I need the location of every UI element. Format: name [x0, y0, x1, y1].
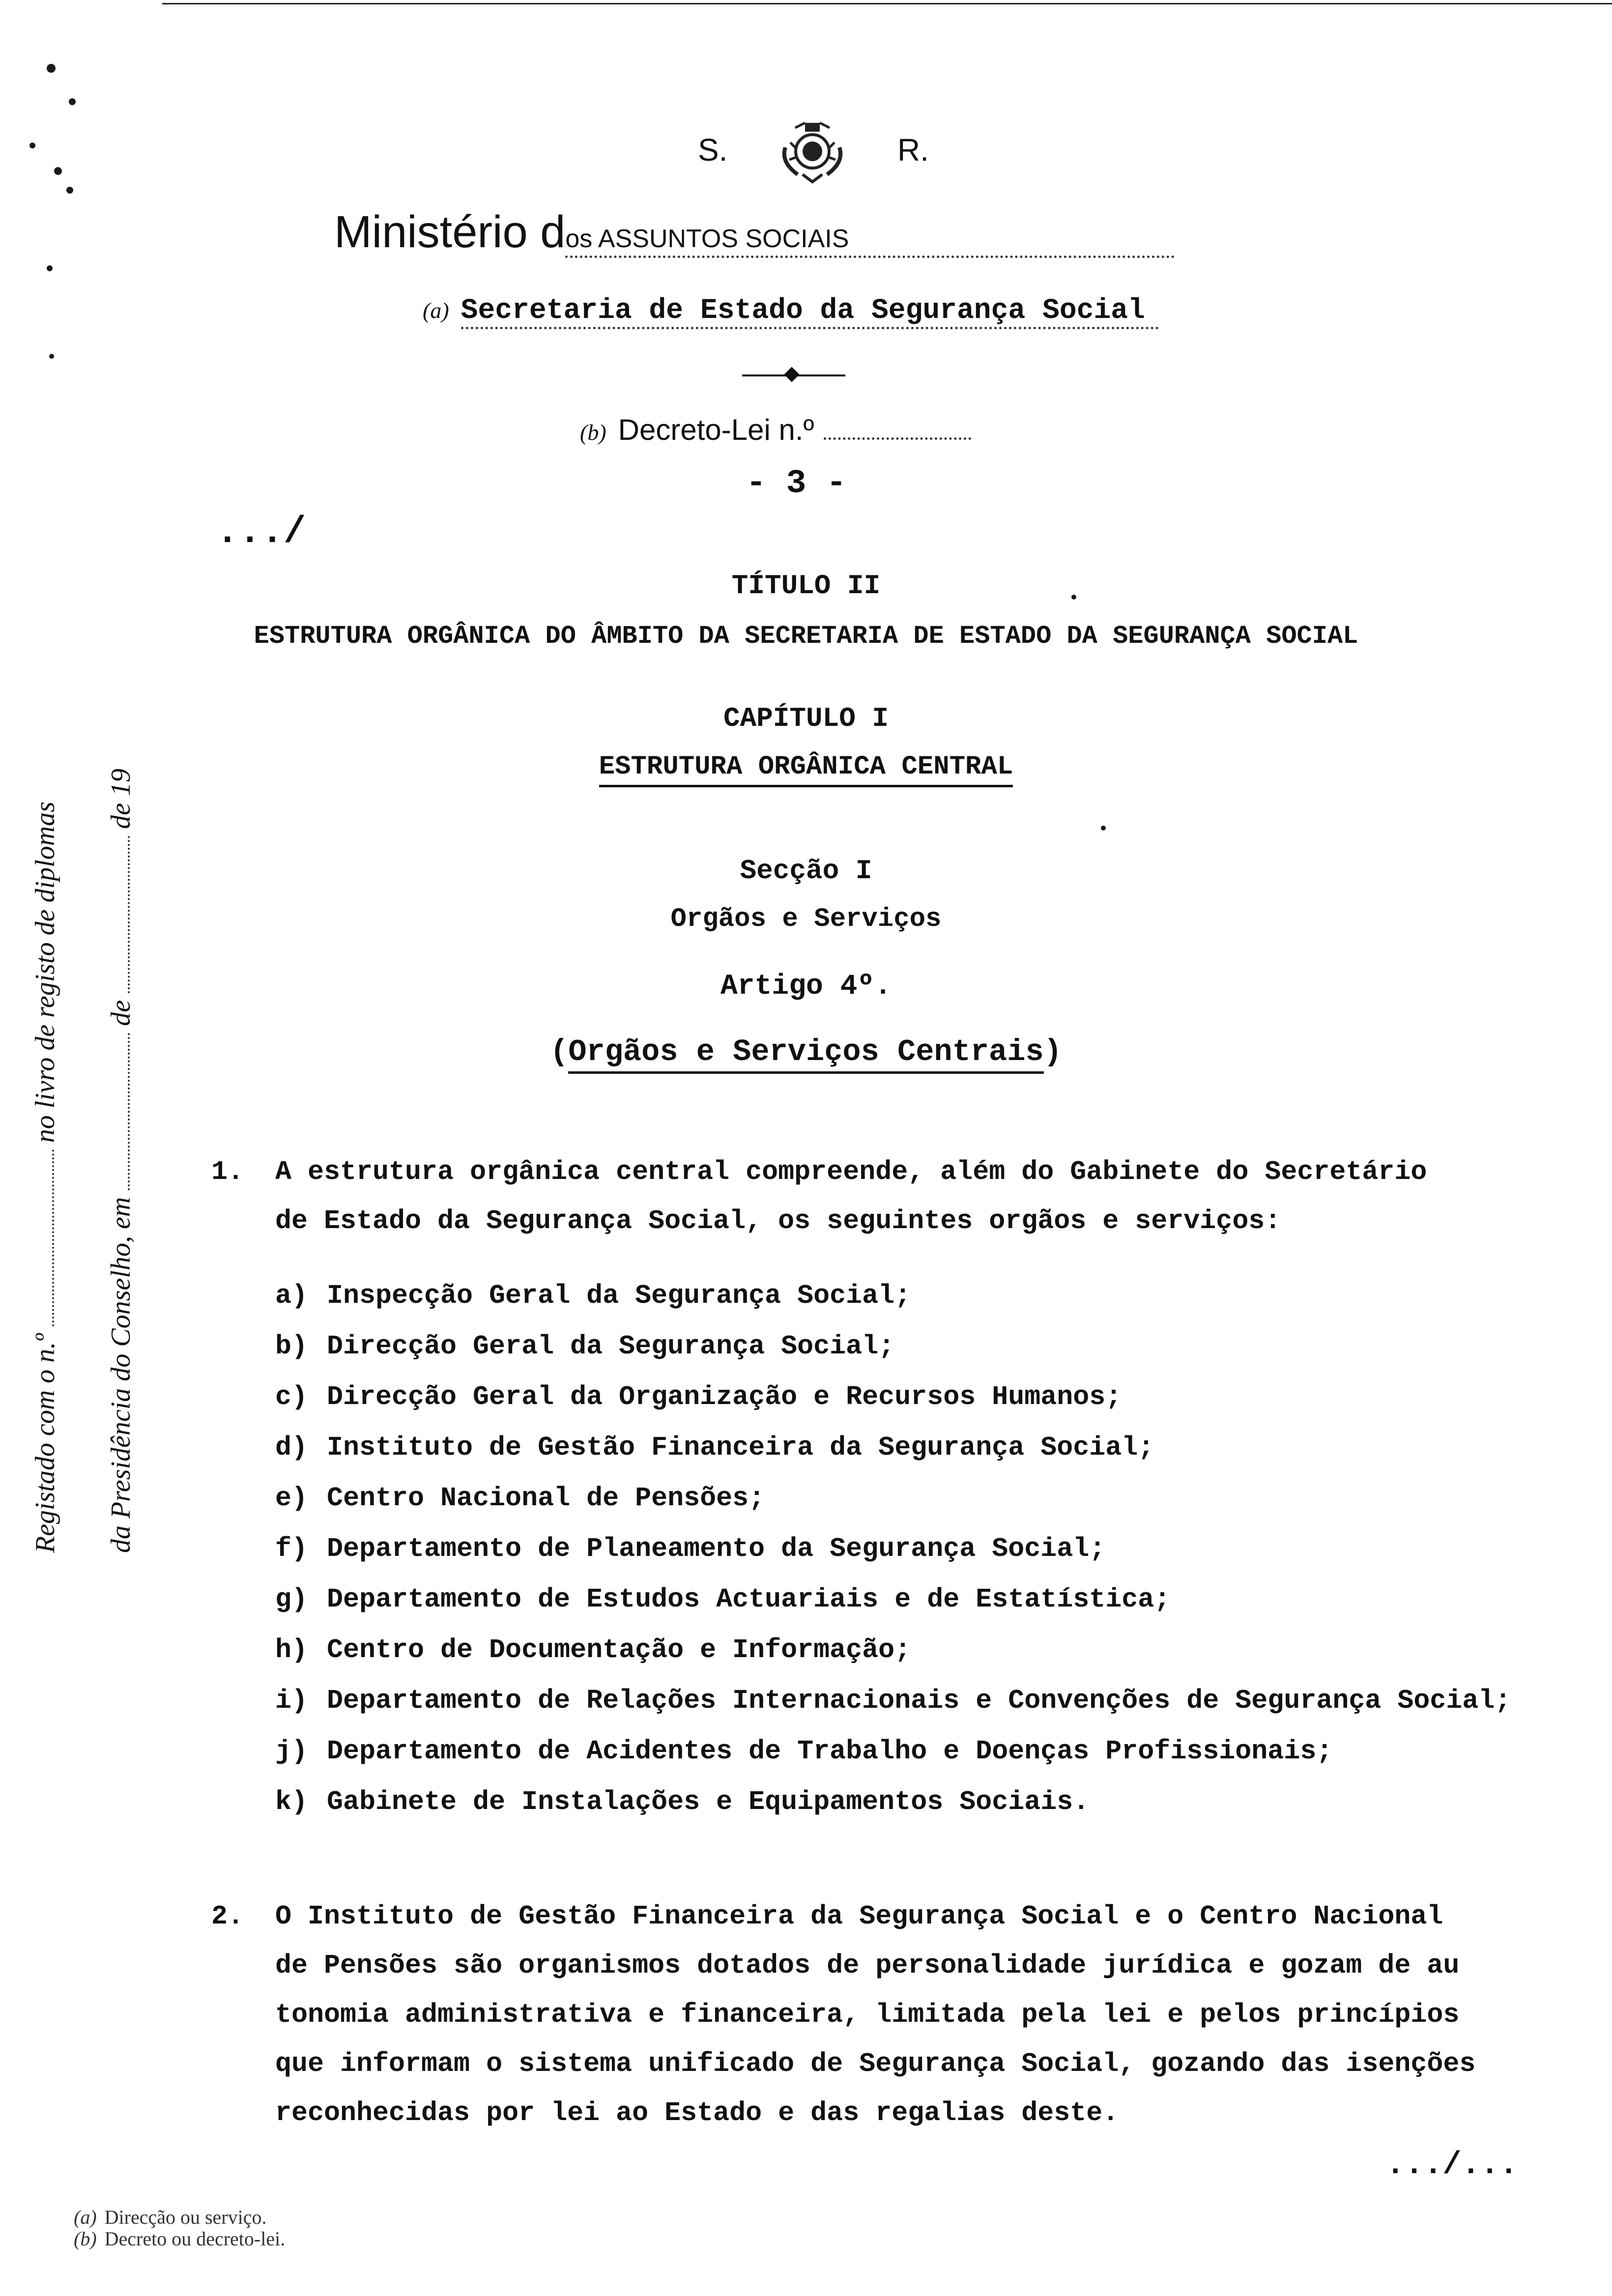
secretaria-name: Secretaria de Estado da Segurança Social: [461, 295, 1159, 329]
paragraph-line: que informam o sistema unificado de Segurança Social, gozando das isenções: [275, 2048, 1476, 2079]
seccao-heading: Secção I: [740, 855, 872, 887]
list-item: c) Direcção Geral da Organização e Recursos Humanos;: [275, 1381, 1122, 1412]
scan-speck: [47, 64, 56, 73]
footnotes: [74, 2207, 285, 2250]
scan-speck: [47, 265, 53, 271]
scan-speck: [49, 354, 54, 359]
titulo-subtitle: ESTRUTURA ORGÂNICA DO ÂMBITO DA SECRETARIA DE ESTADO DA SEGURANÇA SOCIAL: [254, 622, 1358, 651]
list-item: k) Gabinete de Instalações e Equipamentos Sociais.: [275, 1786, 1090, 1817]
paragraph-number: 2.: [211, 1901, 244, 1932]
scan-speck: [54, 167, 62, 175]
scan-speck: [66, 187, 73, 194]
s-letter: S.: [698, 132, 728, 168]
list-item: a) Inspecção Geral da Segurança Social;: [275, 1280, 911, 1311]
footnote-marker-b: (b): [580, 420, 606, 445]
capitulo-subtitle-wrap: [0, 752, 1612, 787]
page-number: - 3 -: [746, 464, 847, 502]
paragraph-line: de Pensões são organismos dotados de personalidade jurídica e gozam de au: [275, 1950, 1460, 1981]
continuation-mark-bottom: .../...: [1386, 2148, 1518, 2183]
organs-list: [275, 1270, 1568, 1827]
ornamental-divider: [742, 374, 845, 376]
capitulo-subtitle: ESTRUTURA ORGÂNICA CENTRAL: [599, 752, 1013, 787]
scan-speck: [29, 143, 35, 148]
decreto-number-blank: [824, 437, 971, 440]
ministry-line: [334, 206, 1175, 258]
secretaria-line: [423, 295, 1159, 329]
list-item: g) Departamento de Estudos Actuariais e de Estatística;: [275, 1584, 1171, 1615]
list-item: j) Departamento de Acidentes de Trabalho e Doenças Profissionais;: [275, 1736, 1333, 1767]
titulo-heading: TÍTULO II: [731, 570, 881, 602]
paragraph-number: 1.: [211, 1156, 244, 1187]
list-item: b) Direcção Geral da Segurança Social;: [275, 1331, 895, 1362]
top-rule: [162, 3, 1612, 4]
list-item: d) Instituto de Gestão Financeira da Segurança Social;: [275, 1432, 1154, 1463]
r-letter: R.: [897, 132, 929, 168]
paragraph-line: A estrutura orgânica central compreende, além do Gabinete do Secretário: [275, 1156, 1427, 1187]
scan-speck: [69, 98, 76, 105]
footnote-marker-a: (a): [423, 298, 449, 323]
sr-header: [698, 113, 929, 187]
paragraph-line: tonomia administrativa e financeira, limitada pela lei e pelos princípios: [275, 1999, 1460, 2030]
margin-note-line2: da Presidência do Conselho, em de de 19: [106, 769, 136, 1553]
coat-of-arms-seal: [776, 113, 849, 187]
ministry-prefix: Ministério d: [334, 207, 566, 257]
paragraph-line: de Estado da Segurança Social, os seguintes orgãos e serviços:: [275, 1205, 1281, 1236]
paragraph-1: [211, 1148, 1568, 1827]
paragraph-line: O Instituto de Gestão Financeira da Segurança Social e o Centro Nacional: [275, 1901, 1443, 1932]
scan-speck: [1101, 826, 1106, 831]
list-item: i) Departamento de Relações Internacionais e Convenções de Segurança Social;: [275, 1685, 1511, 1716]
margin-note-line1: Registado com o n.º no livro de registo de diplomas: [30, 802, 60, 1553]
capitulo-heading: CAPÍTULO I: [723, 703, 889, 734]
footnote: (a) Direcção ou serviço.: [74, 2206, 267, 2228]
decreto-line: [580, 413, 971, 447]
footnote: (b) Decreto ou decreto-lei.: [74, 2228, 286, 2250]
artigo-heading: Artigo 4º.: [720, 971, 892, 1003]
paragraph-2: [211, 1892, 1568, 2138]
list-item: f) Departamento de Planeamento da Segurança Social;: [275, 1533, 1106, 1564]
list-item: h) Centro de Documentação e Informação;: [275, 1635, 911, 1665]
artigo-subtitle: Orgãos e Serviços Centrais: [568, 1034, 1043, 1074]
seccao-subtitle: Orgãos e Serviços: [670, 904, 942, 934]
ministry-name: os ASSUNTOS SOCIAIS: [565, 224, 1175, 258]
paragraph-line: reconhecidas por lei ao Estado e das regalias deste.: [275, 2097, 1119, 2128]
list-item: e) Centro Nacional de Pensões;: [275, 1483, 765, 1514]
continuation-mark-top: .../: [216, 511, 306, 553]
artigo-subtitle-wrap: (Orgãos e Serviços Centrais): [0, 1034, 1612, 1069]
decreto-label: Decreto-Lei n.º: [618, 413, 814, 446]
